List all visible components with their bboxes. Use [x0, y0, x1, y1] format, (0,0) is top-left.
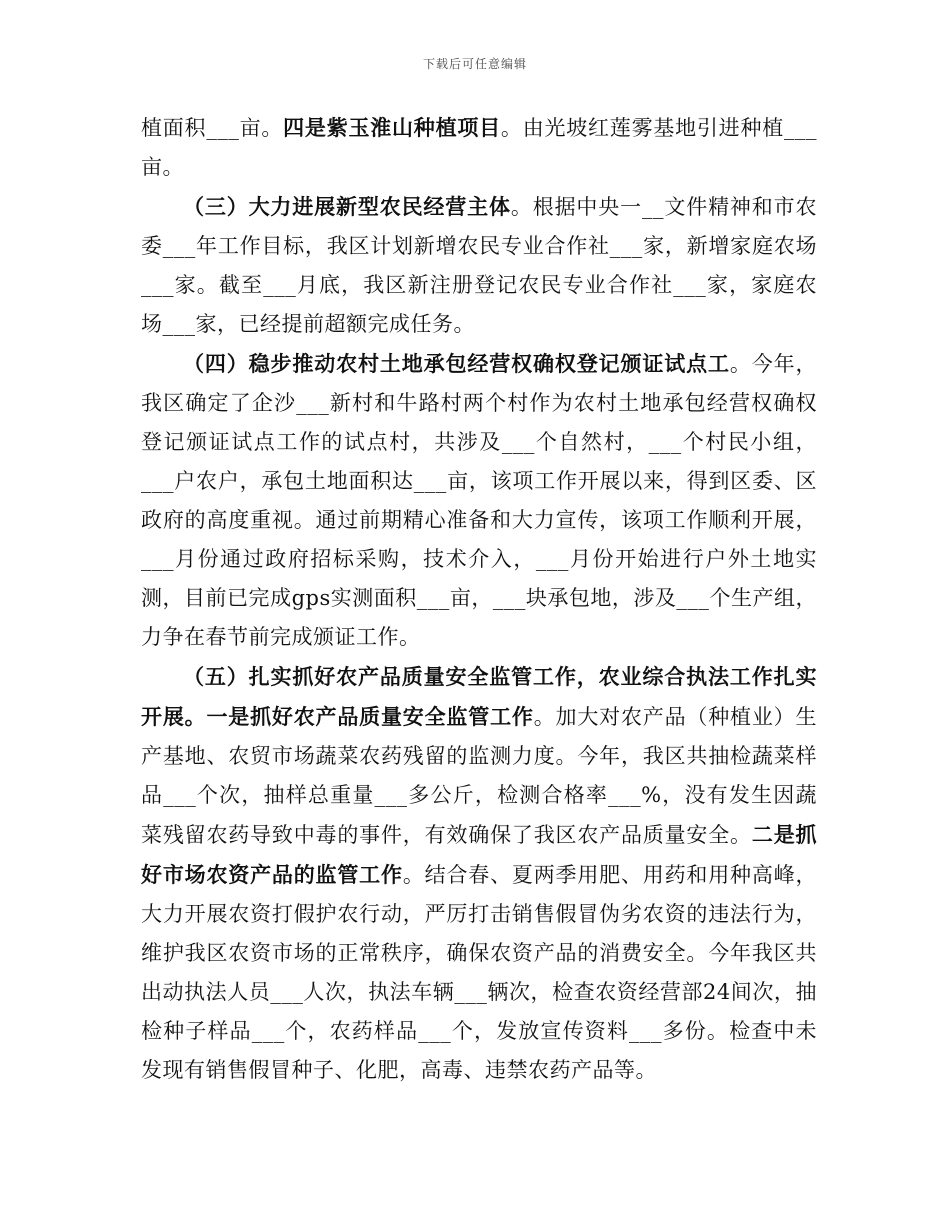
section-5-heading: （五）扎实抓好农产品质量安全监管工作，农业综合执法工作扎实开展。一是抓好农产品质量安全监管工作	[141, 664, 817, 729]
paragraph-section-4	[141, 344, 817, 657]
text-run: 植面积___亩。	[141, 116, 284, 140]
bold-heading-run: 四是紫玉淮山种植项目	[283, 115, 501, 140]
text-run: 。根据中央一__文件精神和市农委___年工作目标，我区计划新增农民专业合作社___家，新增家庭农场___家。截至___月底，我区新注册登记农民专业合作社___家，家庭农场___家，已经提前超额完成任务。	[141, 195, 818, 336]
text-run: 。由光坡红莲雾基地引进种植___亩。	[141, 116, 818, 179]
text-run: 。加大对农产品（种植业）生产基地、农贸市场蔬菜农药残留的监测力度。今年，我区共抽检蔬菜样品___个次，抽样总重量___多公斤，检测合格率___%，没有发生因蔬菜残留农药导致中毒的事件，有效确保了我区农产品质量安全。	[141, 705, 818, 847]
page-header: 下载后可任意编辑	[422, 57, 527, 71]
section-3-heading: （三）大力进展新型农民经营主体	[183, 194, 511, 219]
section-4-heading: （四）稳步推动农村土地承包经营权确权登记颁证试点工	[183, 351, 730, 376]
paragraph-section-3	[141, 187, 817, 344]
text-run: 。结合春、夏两季用肥、用药和用种高峰，大力开展农资打假护农行动，严厉打击销售假冒伪劣农资的违法行为，维护我区农资市场的正常秩序，确保农资产品的消费安全。今年我区共出动执法人员___人次，执法车辆___辆次，检查农资经营部24间次，抽检种子样品___个，农药样品___个，发放宣传资料___多份。检查中未发现有销售假冒种子、化肥，高毒、违禁农药产品等。	[141, 863, 818, 1082]
document-body	[141, 108, 817, 1090]
paragraph-section-5	[141, 657, 817, 1090]
subsection-heading: 二是抓好市场农资产品的监管工作	[141, 822, 818, 887]
paragraph-continuation	[141, 108, 817, 187]
text-run: 。今年，我区确定了企沙___新村和牛路村两个村作为农村土地承包经营权确权登记颁证试点工作的试点村，共涉及___个自然村，___个村民小组，___户农户，承包土地面积达___亩，该项工作开展以来，得到区委、区政府的高度重视。通过前期精心准备和大力宣传，该项工作顺利开展，___月份通过政府招标采购，技术介入，___月份开始进行户外土地实测，目前已完成gps实测面积___亩，___块承包地，涉及___个生产组，力争在春节前完成颁证工作。	[141, 352, 817, 649]
